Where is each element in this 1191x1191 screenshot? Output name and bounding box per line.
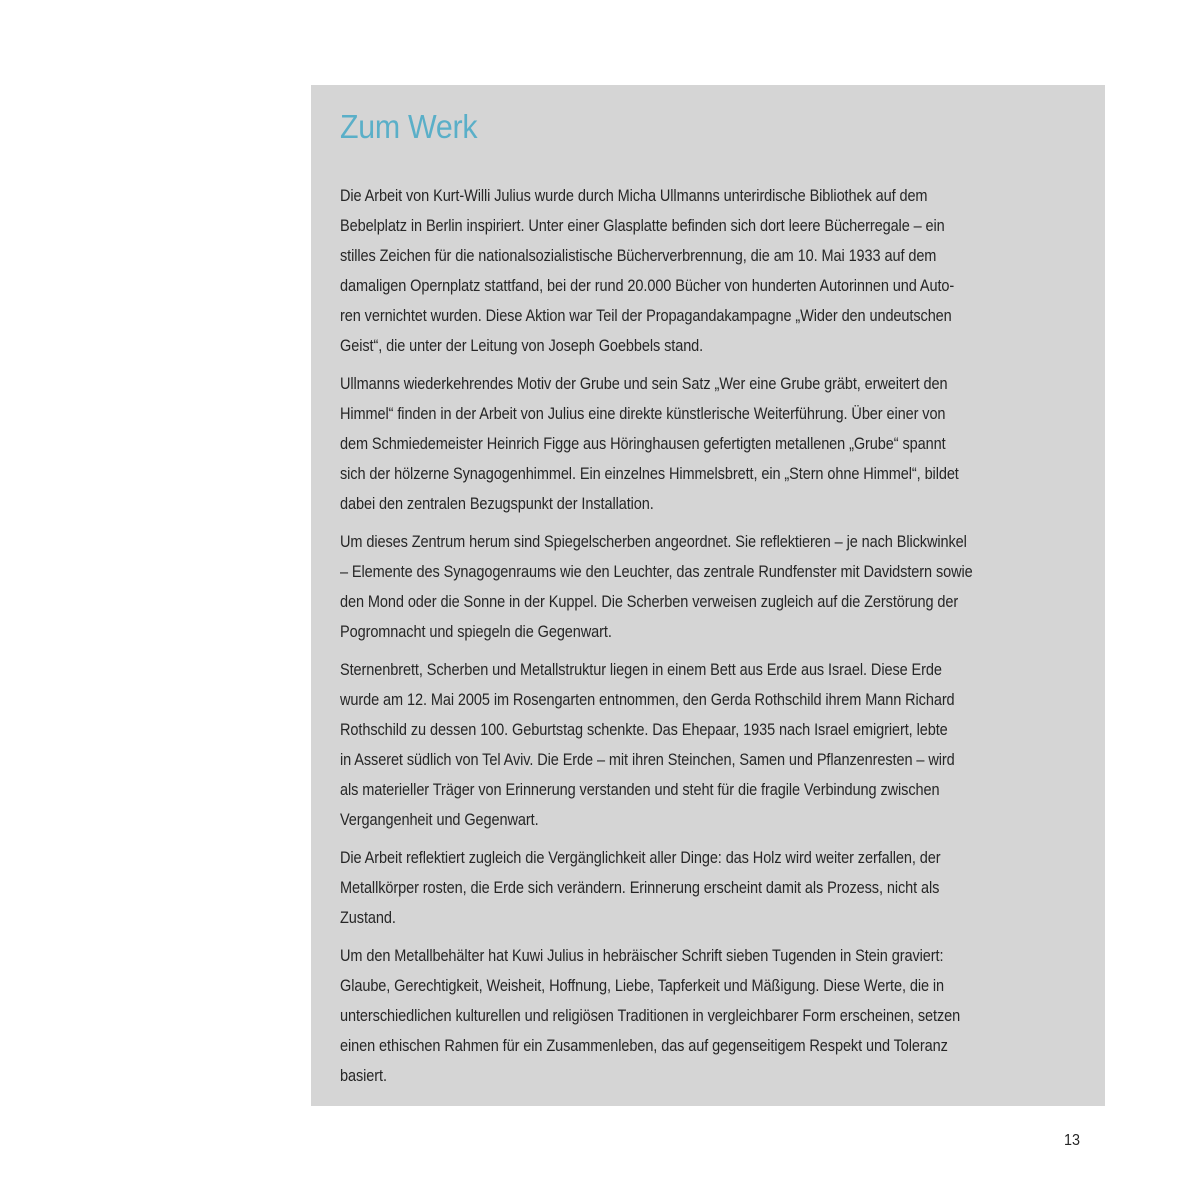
body-text [340, 181, 1079, 1091]
body-paragraph [340, 655, 1079, 835]
text-line: Sternenbrett, Scherben und Metallstruktur liegen in einem Bett aus Erde aus Israel. Diese Erde [340, 660, 942, 679]
text-line: stilles Zeichen für die nationalsozialistische Bücherverbrennung, die am 10. Mai 1933 auf dem [340, 246, 937, 265]
text-line: ren vernichtet wurden. Diese Aktion war Teil der Propagandakampagne „Wider den undeutschen [340, 306, 952, 325]
text-line: Zustand. [340, 908, 396, 927]
text-line: Geist“, die unter der Leitung von Joseph Goebbels stand. [340, 336, 704, 355]
text-line: – Elemente des Synagogenraums wie den Leuchter, das zentrale Rundfenster mit Davidstern sowie [340, 562, 973, 581]
text-line: damaligen Opernplatz stattfand, bei der rund 20.000 Bücher von hunderten Autorinnen und Auto- [340, 276, 955, 295]
text-line: basiert. [340, 1066, 387, 1085]
text-line: Um den Metallbehälter hat Kuwi Julius in hebräischer Schrift sieben Tugenden in Stein graviert: [340, 946, 944, 965]
text-line: Bebelplatz in Berlin inspiriert. Unter einer Glasplatte befinden sich dort leere Bücherregale – ein [340, 216, 945, 235]
body-paragraph [340, 369, 1079, 519]
text-line: den Mond oder die Sonne in der Kuppel. Die Scherben verweisen zugleich auf die Zerstörung der [340, 592, 959, 611]
text-line: in Asseret südlich von Tel Aviv. Die Erde – mit ihren Steinchen, Samen und Pflanzenresten – wird [340, 750, 955, 769]
text-line: Himmel“ finden in der Arbeit von Julius eine direkte künstlerische Weiterführung. Über einer von [340, 404, 946, 423]
text-line: Rothschild zu dessen 100. Geburtstag schenkte. Das Ehepaar, 1935 nach Israel emigriert, lebte [340, 720, 948, 739]
body-paragraph [340, 181, 1079, 361]
text-line: sich der hölzerne Synagogenhimmel. Ein einzelnes Himmelsbrett, ein „Stern ohne Himmel“, bildet [340, 464, 959, 483]
body-paragraph [340, 941, 1079, 1091]
text-line: Glaube, Gerechtigkeit, Weisheit, Hoffnung, Liebe, Tapferkeit und Mäßigung. Diese Werte, die in [340, 976, 945, 995]
text-line: Pogromnacht und spiegeln die Gegenwart. [340, 622, 612, 641]
body-paragraph [340, 843, 1079, 933]
body-paragraph [340, 527, 1079, 647]
page-number: 13 [1063, 1132, 1080, 1149]
text-line: Metallkörper rosten, die Erde sich verändern. Erinnerung erscheint damit als Prozess, nicht als [340, 878, 940, 897]
text-line: wurde am 12. Mai 2005 im Rosengarten entnommen, den Gerda Rothschild ihrem Mann Richard [340, 690, 955, 709]
text-line: einen ethischen Rahmen für ein Zusammenleben, das auf gegenseitigem Respekt und Toleranz [340, 1036, 948, 1055]
text-line: Um dieses Zentrum herum sind Spiegelscherben angeordnet. Sie reflektieren – je nach Blickwinkel [340, 532, 967, 551]
text-line: unterschiedlichen kulturellen und religiösen Traditionen in vergleichbarer Form erscheinen, setzen [340, 1006, 961, 1025]
text-line: dem Schmiedemeister Heinrich Figge aus Höringhausen gefertigten metallenen „Grube“ spannt [340, 434, 946, 453]
text-line: Ullmanns wiederkehrendes Motiv der Grube und sein Satz „Wer eine Grube gräbt, erweitert den [340, 374, 948, 393]
text-line: Die Arbeit von Kurt-Willi Julius wurde durch Micha Ullmanns unterirdische Bibliothek auf dem [340, 186, 928, 205]
section-heading: Zum Werk [340, 108, 478, 145]
text-panel [311, 85, 1105, 1106]
text-line: als materieller Träger von Erinnerung verstanden und steht für die fragile Verbindung zwischen [340, 780, 940, 799]
text-line: dabei den zentralen Bezugspunkt der Installation. [340, 494, 654, 513]
text-line: Vergangenheit und Gegenwart. [340, 810, 539, 829]
text-line: Die Arbeit reflektiert zugleich die Vergänglichkeit aller Dinge: das Holz wird weiter zerfallen, der [340, 848, 941, 867]
